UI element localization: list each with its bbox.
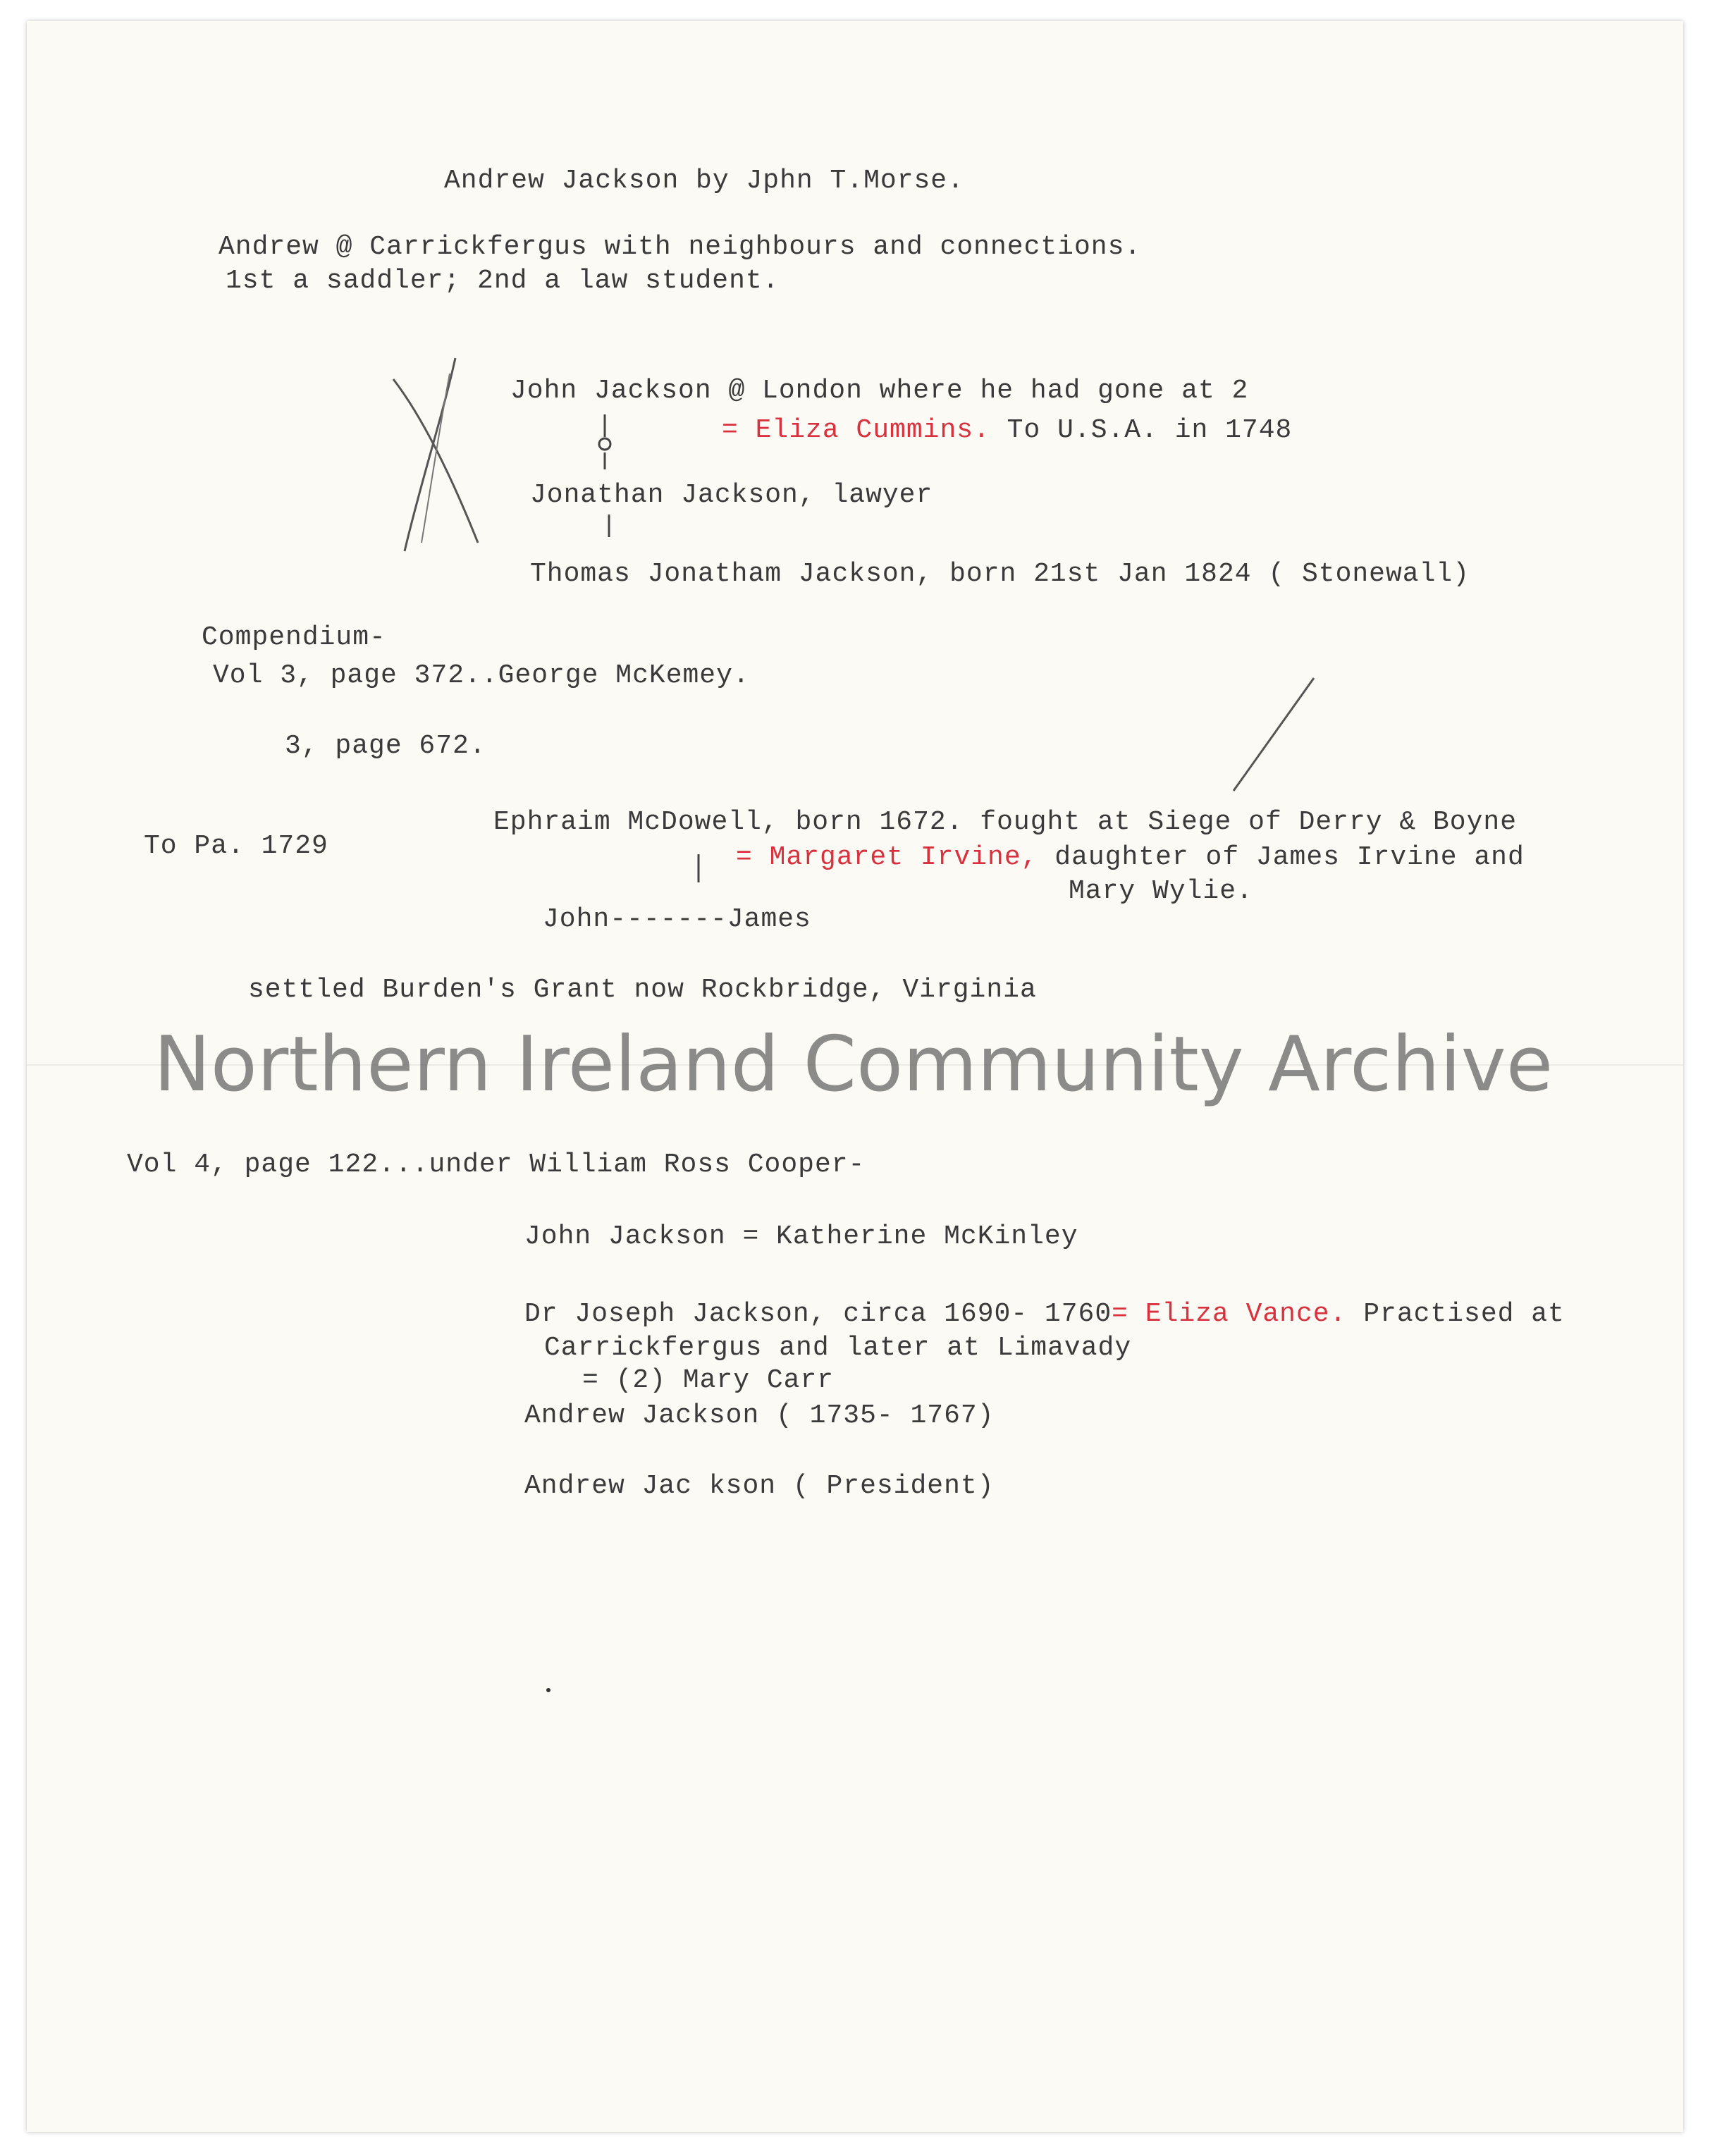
intro-line-1: Andrew @ Carrickfergus with neighbours and connections. [219,232,1142,262]
ephraim-mcdowell-entry: Ephraim McDowell, born 1672. fought at Siege of Derry & Boyne [493,807,1518,837]
john-jackson-entry: John Jackson @ London where he had gone at 2 [510,376,1249,406]
intro-line-2: 1st a saddler; 2nd a law student. [226,266,780,296]
mcdowell-children: John-------James [543,904,811,935]
vol4-heading: Vol 4, page 122...under William Ross Cooper- [127,1150,866,1180]
joseph-name: Dr Joseph Jackson, circa 1690- 1760 [524,1299,1112,1329]
cross-mark-icon [393,379,478,543]
slash-mark [1234,678,1314,791]
spouse-name: = Eliza Cummins. [722,415,990,445]
stray-dot [546,1688,550,1692]
descent-node [599,438,610,450]
compendium-ref-1: Vol 3, page 372..George McKemey. [213,660,750,691]
spouse-name: = Margaret Irvine, [736,842,1038,873]
document-title: Andrew Jackson by Jphn T.Morse. [444,166,964,196]
spouse-parents-cont: Mary Wylie. [1069,876,1253,906]
margin-note: To Pa. 1729 [144,831,328,861]
spouse-name: = Eliza Vance. [1112,1299,1347,1329]
emigration-note: To U.S.A. in 1748 [1007,415,1293,445]
jonathan-jackson-entry: Jonathan Jackson, lawyer [530,480,933,510]
thomas-jackson-entry: Thomas Jonatham Jackson, born 21st Jan 1824 ( Stonewall) [530,559,1470,589]
andrew-jackson-president: Andrew Jac kson ( President) [524,1471,995,1501]
practice-places: Carrickfergus and later at Limavady [544,1333,1132,1363]
joseph-jackson-entry [524,1301,1565,1328]
spouse-parents: daughter of James Irvine and [1054,842,1525,873]
john-jackson-spouse [722,417,1292,444]
settlement-note: settled Burden's Grant now Rockbridge, Virginia [248,975,1037,1005]
compendium-ref-2: 3, page 672. [285,731,486,761]
ephraim-spouse [736,844,1525,871]
john-mckinley-entry: John Jackson = Katherine McKinley [524,1221,1078,1252]
document-page [27,21,1683,2132]
practice-note: Practised at [1363,1299,1565,1329]
watermark: Northern Ireland Community Archive [154,1021,1554,1109]
andrew-jackson-sr: Andrew Jackson ( 1735- 1767) [524,1400,995,1431]
compendium-heading: Compendium- [202,622,386,653]
second-spouse: = (2) Mary Carr [582,1365,835,1396]
